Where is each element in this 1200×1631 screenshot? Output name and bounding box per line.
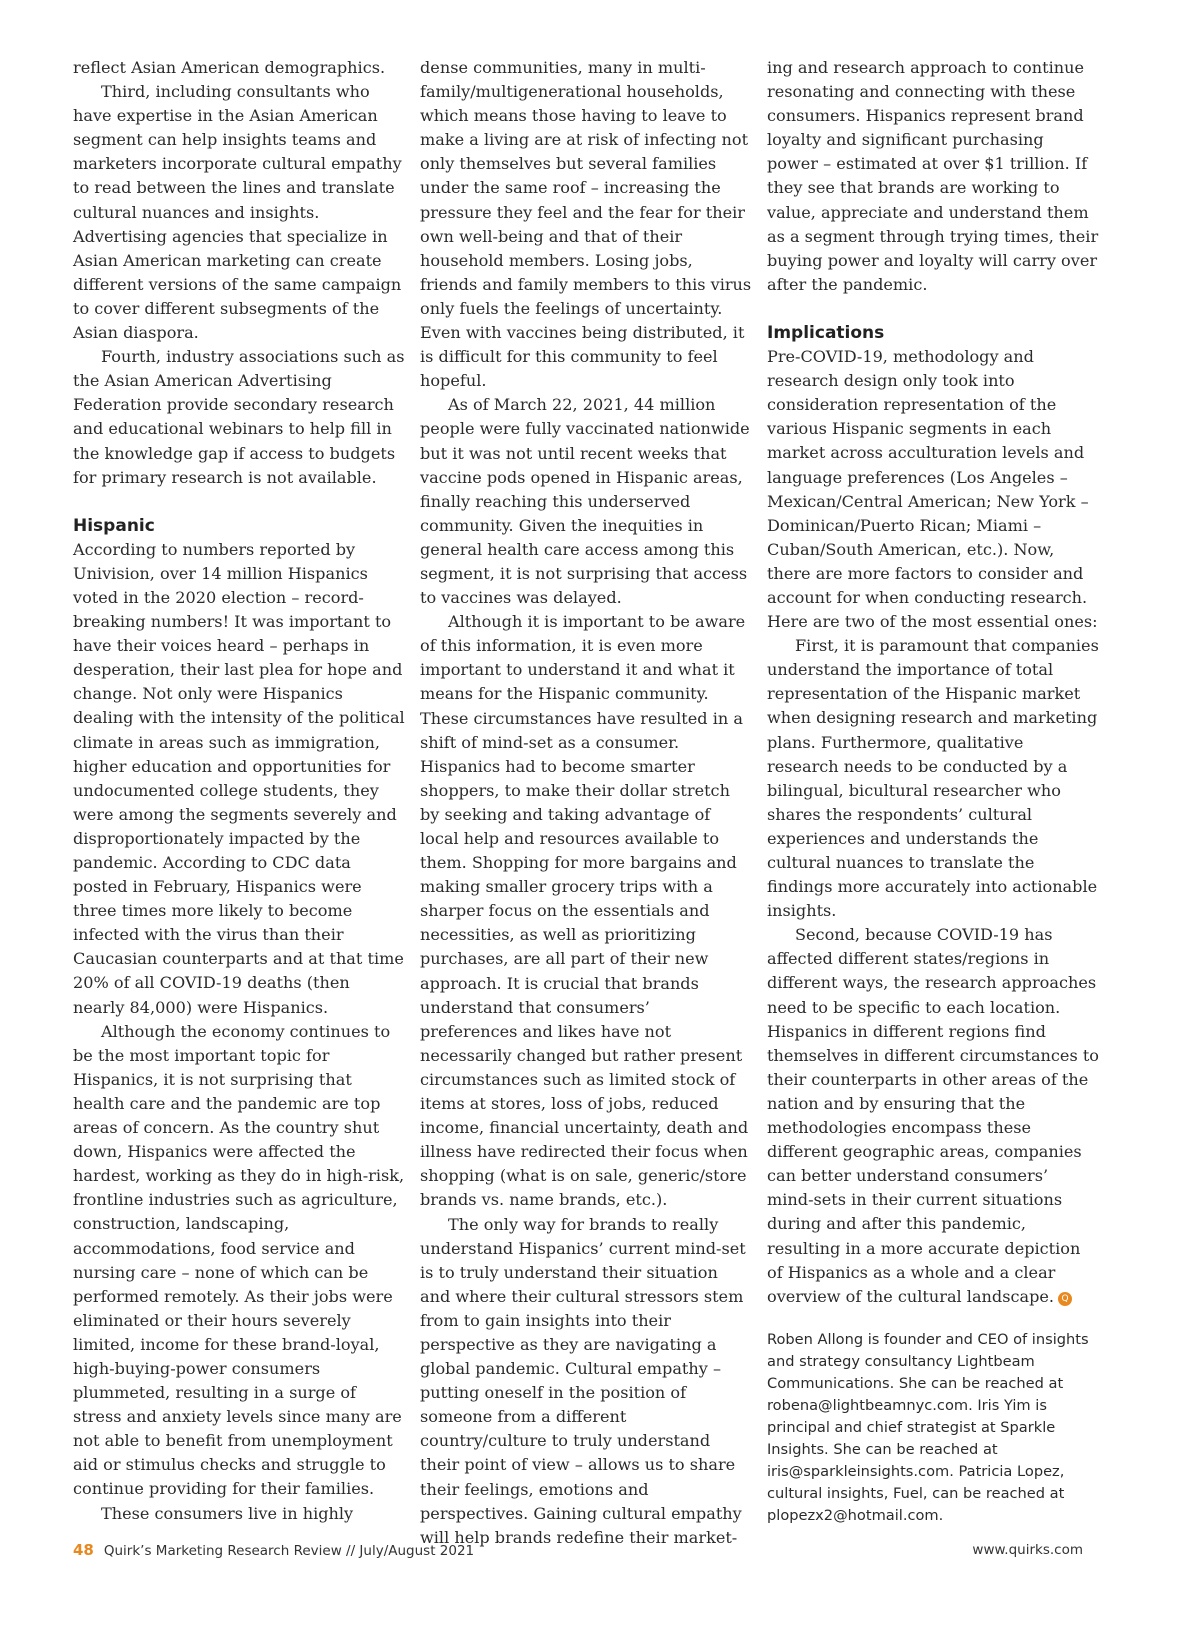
paragraph: First, it is paramount that companies understand the importance of total representation of the Hispanic market when designing research and marketing plans. Furthermore, qualitative research needs to be conducted by a bilingual, bicultural researcher who shares the respondents’ cultural experiences and understands the cultural nuances to translate the findings more accurately into actionable insights. [767,636,1099,921]
paragraph: ing and research approach to continue resonating and connecting with these consumers. Hispanics represent brand loyalty and significant purchasing power – estimated at over $1 trillion. If they see that brands are working to value, appreciate and understand them as a segment through trying times, their buying power and loyalty will carry over after the pandemic. [767,58,1099,294]
paragraph-final [767,923,1099,1309]
page-footer [73,1538,1083,1562]
paragraph: dense communities, many in multi-family/multigenerational households, which means those having to leave to make a living are at risk of infecting not only themselves but several families under the same roof – increasing the pressure they feel and the fear for their own well-being and that of their household members. Losing jobs, friends and family members to this virus only fuels the feelings of uncertainty. Even with vaccines being distributed, it is difficult for this community to feel hopeful. [420,58,752,391]
publication-name: Quirk’s Marketing Research Review // July/August 2021 [103,1543,475,1559]
paragraph: Although it is important to be aware of this information, it is even more important to understand it and what it means for the Hispanic community. These circumstances have resulted in a shift of mind-set as a consumer. Hispanics had to become smarter shoppers, to make their dollar stretch by seeking and taking advantage of local help and resources available to them. Shopping for more bargains and making smaller grocery trips with a sharper focus on the essentials and necessities, as well as prioritizing purchases, are all part of their new approach. It is crucial that brands understand that consumers’ preferences and likes have not necessarily changed but rather present circumstances such as limited stock of items at stores, loss of jobs, reduced income, financial uncertainty, death and illness have redirected their focus when shopping (what is on sale, generic/store brands vs. name brands, etc.). [420,612,749,1210]
paragraph: Third, including consultants who have expertise in the Asian American segment can help insights teams and marketers incorporate cultural empathy to read between the lines and translate cultural nuances and insights. Advertising agencies that specialize in Asian American marketing can create different versions of the same campaign to cover different subsegments of the Asian diaspora. [73,82,402,343]
article-column-1 [73,56,405,1526]
paragraph: Fourth, industry associations such as the Asian American Advertising Federation provide secondary research and educational webinars to help fill in the knowledge gap if access to budgets for primary research is not available. [73,347,405,487]
paragraph: The only way for brands to really understand Hispanics’ current mind-set is to truly understand their situation and where their cultural stressors stem from to gain insights into their perspective as they are navigating a global pandemic. Cultural empathy – putting oneself in the position of someone from a different country/culture to truly understand their point of view – allows us to share their feelings, emotions and perspectives. Gaining cultural empathy will help brands redefine their market- [420,1214,746,1547]
website-link[interactable]: www.quirks.com [972,1542,1083,1558]
article-column-3 [767,56,1099,1527]
section-heading-implications: Implications [767,322,885,343]
article-column-2 [420,56,752,1550]
paragraph: Pre-COVID-19, methodology and research design only took into consideration representation of the various Hispanic segments in each market across acculturation levels and language preferences (Los Angeles – Mexican/Central American; New York – Dominican/Puerto Rican; Miami – Cuban/South American, etc.). Now, there are more factors to consider and account for when conducting research. Here are two of the most essential ones: [767,347,1098,632]
paragraph: These consumers live in highly [101,1503,354,1523]
paragraph: According to numbers reported by Univision, over 14 million Hispanics voted in the 2020 election – record-breaking numbers! It was important to have their voices heard – perhaps in desperation, their last plea for hope and change. Not only were Hispanics dealing with the intensity of the political climate in areas such as immigration, higher education and opportunities for undocumented college students, they were among the segments severely and disproportionately impacted by the pandemic. According to CDC data posted in February, Hispanics were three times more likely to become infected with the virus than their Caucasian counterparts and at that time 20% of all COVID-19 deaths (then nearly 84,000) were Hispanics. [73,539,405,1017]
paragraph: reflect Asian American demographics. [73,58,386,77]
end-of-article-icon: Q [1058,1292,1072,1306]
paragraph: As of March 22, 2021, 44 million people were fully vaccinated nationwide but it was not until recent weeks that vaccine pods opened in Hispanic areas, finally reaching this underserved community. Given the inequities in general health care access among this segment, it is not surprising that access to vaccines was delayed. [420,395,750,608]
paragraph-text: Second, because COVID-19 has affected different states/regions in different ways, the research approaches need to be specific to each location. Hispanics in different regions find themselves in different circumstances to their counterparts in other areas of the nation and by ensuring that the methodologies encompass these different geographic areas, companies can better understand consumers’ mind-sets in their current situations during and after this pandemic, resulting in a more accurate depiction of Hispanics as a whole and a clear overview of the cultural landscape. [767,925,1099,1306]
paragraph: Although the economy continues to be the most important topic for Hispanics, it is not surprising that health care and the pandemic are top areas of concern. As the country shut down, Hispanics were affected the hardest, working as they do in high-risk, frontline industries such as agriculture, construction, landscaping, accommodations, food service and nursing care – none of which can be performed remotely. As their jobs were eliminated or their hours severely limited, income for these brand-loyal, high-buying-power consumers plummeted, resulting in a surge of stress and anxiety levels since many are not able to benefit from unemployment aid or stimulus checks and struggle to continue providing for their families. [73,1021,405,1499]
author-bio: Roben Allong is founder and CEO of insights and strategy consultancy Lightbeam Communications. She can be reached at robena@lightbeamnyc.com. Iris Yim is principal and chief strategist at Sparkle Insights. She can be reached at iris@sparkleinsights.com. Patricia Lopez, cultural insights, Fuel, can be reached at plopezx2@hotmail.com. [767,1330,1089,1524]
page-number: 48 [73,1541,94,1559]
section-heading-hispanic: Hispanic [73,515,155,536]
